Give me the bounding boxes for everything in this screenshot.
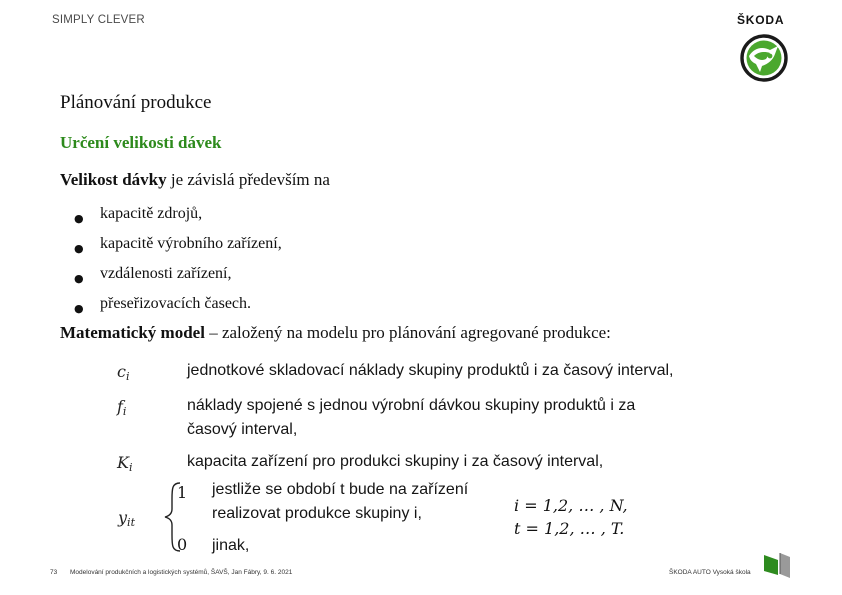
bullet-text: přeseřizovacích časech.: [100, 295, 252, 312]
symbol-y: $y_{it}$: [118, 508, 135, 529]
case-value-0: 0: [177, 535, 188, 554]
lead-rest: je závislá především na: [166, 170, 330, 189]
tagline: SIMPLY CLEVER: [52, 14, 145, 26]
bullet-text: vzdálenosti zařízení,: [100, 265, 232, 282]
definition-f-line2: časový interval,: [187, 421, 298, 438]
bullet-text: kapacitě zdrojů,: [100, 205, 203, 222]
symbol-c: $c_i$: [117, 362, 130, 383]
footer-citation: Modelování produkčních a logistických systémů, ŠAVŠ, Jan Fábry, 9. 6. 2021: [70, 569, 293, 576]
footer-institution: ŠKODA AUTO Vysoká škola: [669, 569, 751, 576]
index-t-range: t = 1,2, … , T.: [514, 519, 625, 538]
model-bold-term: Matematický model: [60, 323, 205, 342]
brand-wordmark: ŠKODA: [737, 13, 785, 27]
skoda-flag-icon: [762, 551, 792, 579]
bullet-text: kapacitě výrobního zařízení,: [100, 235, 282, 252]
definition-f-line1: náklady spojené s jednou výrobní dávkou skupiny produktů i za: [187, 397, 636, 414]
bullet-icon: ●: [74, 302, 84, 315]
definition-k: kapacita zařízení pro produkci skupiny i za časový interval,: [187, 453, 604, 470]
symbol-k: $K_i$: [117, 453, 133, 474]
skoda-logo-icon: [740, 34, 788, 82]
bullet-icon: ●: [74, 242, 84, 255]
model-rest: – založený na modelu pro plánování agregované produkce:: [204, 323, 611, 342]
case-1-line2: realizovat produkce skupiny i,: [212, 505, 422, 522]
case-0-text: jinak,: [212, 537, 250, 554]
list-item: [74, 233, 282, 263]
case-value-1: 1: [177, 483, 188, 502]
definition-c: jednotkové skladovací náklady skupiny produktů i za časový interval,: [187, 362, 674, 379]
list-item: [74, 293, 282, 323]
list-item: [74, 263, 282, 293]
bullet-icon: ●: [74, 212, 84, 225]
slide-title: Plánování produkce: [60, 92, 212, 113]
lead-bold-term: Velikost dávky: [60, 170, 167, 189]
model-sentence: [60, 323, 611, 343]
index-i-range: i = 1,2, … , N,: [514, 496, 628, 515]
page-number: 73: [50, 569, 58, 576]
slide-subtitle: Určení velikosti dávek: [60, 133, 222, 152]
bullet-list: [74, 203, 282, 323]
symbol-f: $f_i$: [117, 397, 127, 418]
list-item: [74, 203, 282, 233]
lead-sentence: [60, 170, 330, 190]
bullet-icon: ●: [74, 272, 84, 285]
case-1-line1: jestliže se období t bude na zařízení: [212, 481, 469, 498]
